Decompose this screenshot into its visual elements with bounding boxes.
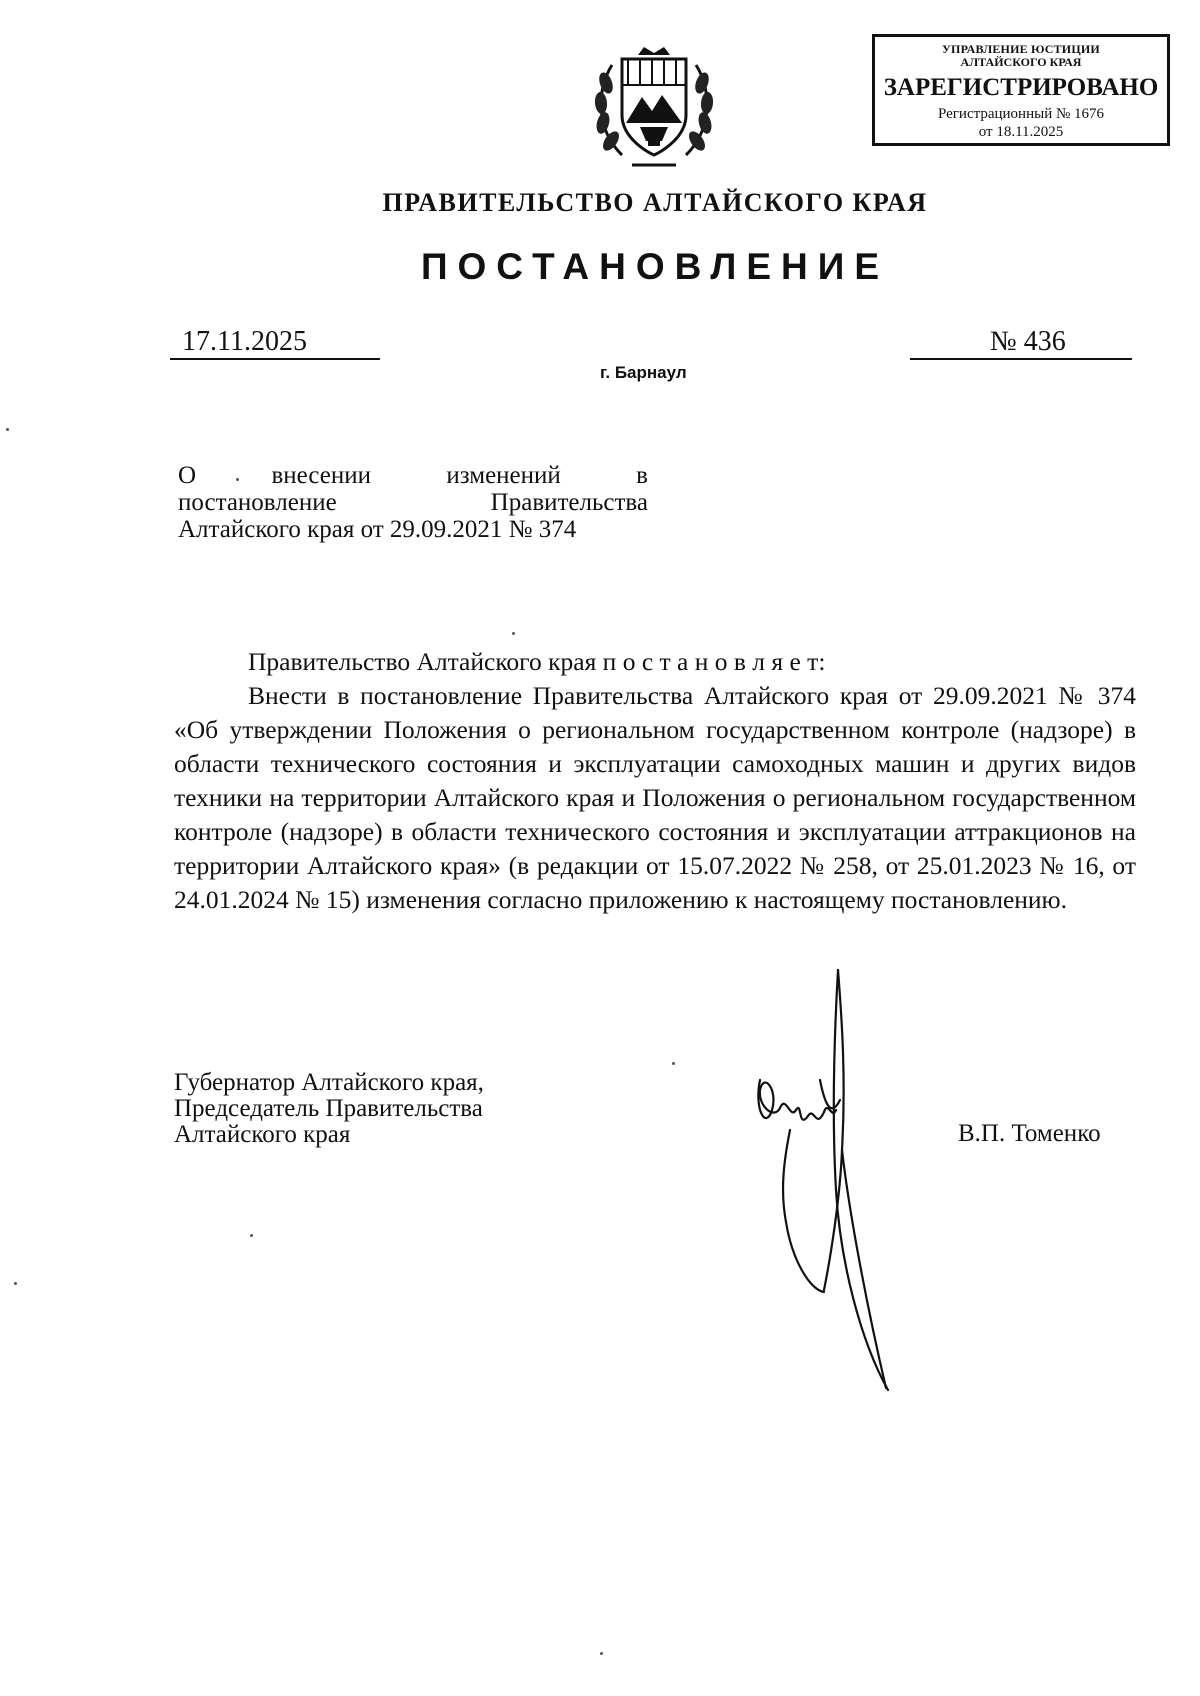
stamp-authority-line1: УПРАВЛЕНИЕ ЮСТИЦИИ (942, 42, 1100, 56)
scan-speck (236, 478, 239, 481)
decree-paragraph: Внести в постановление Правительства Алтайского края от 29.09.2021 № 374 «Об утверждении Положения о региональном государственном контроле (надзоре) в области технического состояния и эксплуатации самоходных машин и других видов техники на территории Алтайского края и Положения о региональном государственном контроле (надзоре) в области технического состояния и эксплуатации аттракционов на территории Алтайского края» (в редакции от 15.07.2022 № 258, от 25.01.2023 № 16, от 24.01.2024 № 15) изменения согласно приложению к настоящему постановлению. (174, 681, 1136, 914)
signer-title-line1: Губернатор Алтайского края, (174, 1069, 484, 1096)
document-number: № 436 (910, 326, 1132, 360)
handwritten-signature (750, 960, 920, 1400)
stamp-status: ЗАРЕГИСТРИРОВАНО (883, 74, 1159, 101)
signer-title-line3: Алтайского края (174, 1121, 351, 1148)
scan-speck (672, 1062, 675, 1065)
stamp-reg-number: Регистрационный № 1676 (937, 106, 1105, 122)
coat-of-arms-emblem (592, 45, 716, 173)
scan-speck (6, 428, 9, 431)
stamp-reg-date: от 18.11.2025 (978, 124, 1064, 140)
subject-word: постановление (178, 489, 337, 516)
stamp-authority-line2: АЛТАЙСКОГО КРАЯ (960, 55, 1082, 69)
subject-line-3: Алтайского края от 29.09.2021 № 374 (178, 516, 577, 543)
document-body (174, 645, 1136, 917)
signer-name: В.П. Томенко (958, 1120, 1101, 1147)
subject-word: внесении (271, 462, 371, 489)
scan-speck (250, 1234, 253, 1237)
subject-line-1 (178, 462, 648, 489)
document-subject (178, 462, 648, 543)
signer-title (174, 1070, 594, 1148)
scan-speck (14, 1282, 17, 1285)
decree-prefix: Правительство Алтайского края (248, 647, 597, 676)
scan-speck (512, 632, 515, 635)
document-type-title: ПОСТАНОВЛЕНИЕ (420, 246, 890, 287)
registration-stamp (872, 34, 1170, 146)
subject-word: Правительства (490, 489, 648, 516)
government-title: ПРАВИТЕЛЬСТВО АЛТАЙСКОГО КРАЯ (382, 188, 928, 217)
decree-verb: п о с т а н о в л я е т: (602, 647, 826, 676)
subject-word: изменений (446, 462, 561, 489)
subject-line-2 (178, 489, 648, 516)
document-date: 17.11.2025 (170, 326, 380, 360)
document-city: г. Барнаул (600, 363, 687, 382)
decree-line (174, 645, 1136, 679)
subject-word: в (636, 462, 648, 489)
signer-title-line2: Председатель Правительства (174, 1095, 483, 1122)
subject-word: О (178, 462, 197, 489)
scan-speck (600, 1652, 603, 1655)
